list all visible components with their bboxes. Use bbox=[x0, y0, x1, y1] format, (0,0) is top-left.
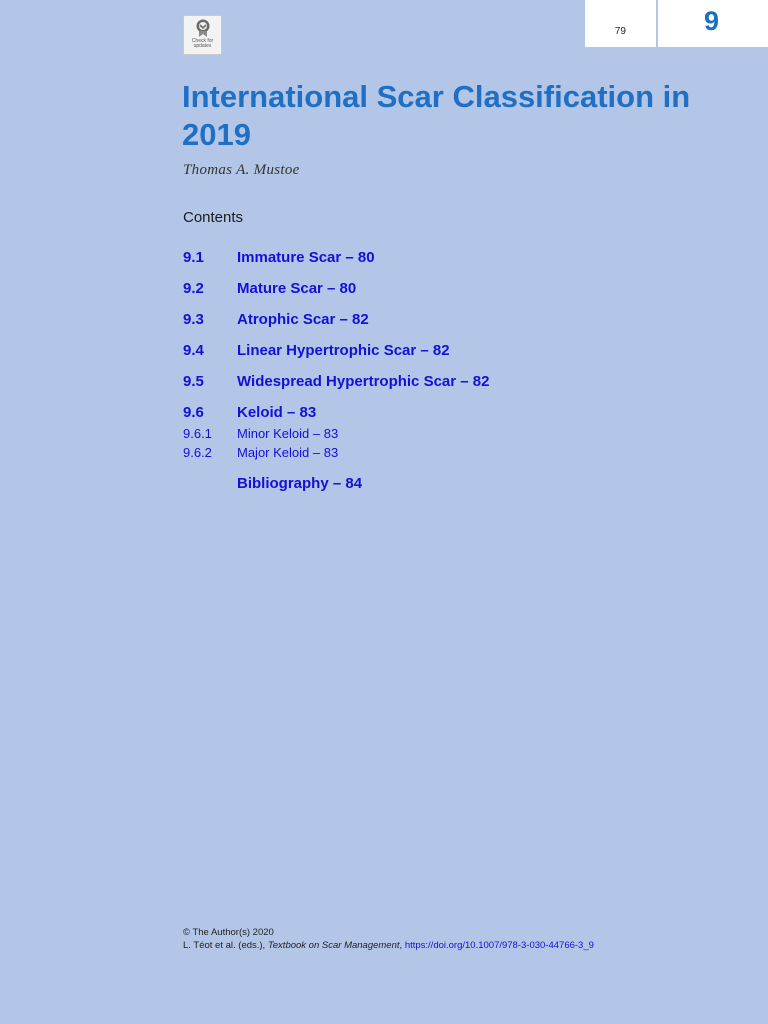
citation-prefix: L. Téot et al. (eds.), bbox=[183, 940, 268, 951]
toc-entry-link[interactable]: Keloid – 83 bbox=[237, 404, 317, 421]
toc-entry-link[interactable]: Immature Scar – 80 bbox=[237, 249, 375, 266]
toc-entry-number: 9.6.1 bbox=[183, 426, 212, 441]
toc-entry-link[interactable]: Bibliography – 84 bbox=[237, 475, 363, 492]
toc-entry-link[interactable]: Mature Scar – 80 bbox=[237, 280, 357, 297]
badge-label: Check for updates bbox=[191, 38, 214, 49]
toc-entry-number: 9.6.2 bbox=[183, 445, 212, 460]
footer bbox=[183, 926, 594, 952]
citation-separator: , bbox=[399, 940, 405, 951]
toc-entry-number: 9.2 bbox=[183, 280, 204, 297]
toc-entry-number: 9.6 bbox=[183, 404, 204, 421]
doi-link[interactable]: https://doi.org/10.1007/978-3-030-44766-3_9 bbox=[404, 940, 594, 951]
toc-entry-number: 9.1 bbox=[183, 249, 204, 266]
page-number: 79 bbox=[614, 26, 626, 37]
toc-entry-link[interactable]: Major Keloid – 83 bbox=[237, 445, 339, 460]
toc-entry-link[interactable]: Minor Keloid – 83 bbox=[237, 426, 339, 441]
contents-heading: Contents bbox=[183, 209, 244, 226]
bookmark-ribbon-icon bbox=[195, 19, 211, 38]
book-title: Textbook on Scar Management bbox=[267, 940, 400, 951]
author-name: Thomas A. Mustoe bbox=[183, 162, 300, 178]
chapter-number-box bbox=[658, 0, 768, 47]
chapter-number: 9 bbox=[704, 6, 720, 36]
toc-entry-number: 9.3 bbox=[183, 311, 204, 328]
page-number-box bbox=[585, 0, 656, 47]
chapter-title: International Scar Classification in 2019 bbox=[182, 79, 691, 152]
toc-entry-number: 9.4 bbox=[183, 342, 204, 359]
toc-entry-number: 9.5 bbox=[183, 373, 204, 390]
toc-entry-link[interactable]: Widespread Hypertrophic Scar – 82 bbox=[237, 373, 490, 390]
toc-entry-link[interactable]: Atrophic Scar – 82 bbox=[237, 311, 369, 328]
copyright-line: © The Author(s) 2020 bbox=[183, 927, 274, 938]
citation-line bbox=[183, 939, 594, 952]
toc-entry-link[interactable]: Linear Hypertrophic Scar – 82 bbox=[237, 342, 450, 359]
check-for-updates-badge[interactable] bbox=[183, 15, 222, 55]
